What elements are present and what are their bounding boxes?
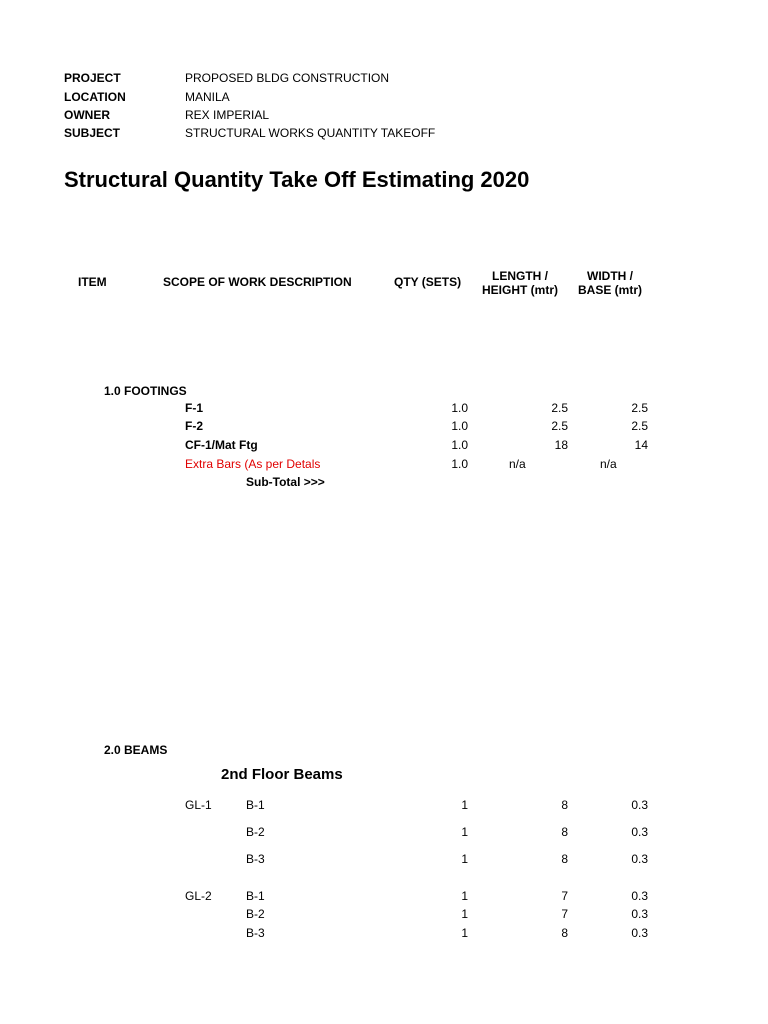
beam-mark: B-2 xyxy=(246,825,265,839)
beam-mark: B-3 xyxy=(246,852,265,866)
beam-width: 0.3 xyxy=(631,798,648,812)
beam-width: 0.3 xyxy=(631,852,648,866)
header-scope: SCOPE OF WORK DESCRIPTION xyxy=(163,275,352,289)
owner-label: OWNER xyxy=(64,108,110,122)
beam-length: 8 xyxy=(561,798,568,812)
beam-width: 0.3 xyxy=(631,907,648,921)
beam-mark: B-1 xyxy=(246,889,265,903)
beam-width: 0.3 xyxy=(631,889,648,903)
beam-qty: 1 xyxy=(461,798,468,812)
beam-qty: 1 xyxy=(461,852,468,866)
beam-length: 8 xyxy=(561,825,568,839)
subject-value: STRUCTURAL WORKS QUANTITY TAKEOFF xyxy=(185,126,436,140)
footing-row-qty: 1.0 xyxy=(451,401,468,415)
beam-qty: 1 xyxy=(461,907,468,921)
beam-qty: 1 xyxy=(461,825,468,839)
beam-length: 8 xyxy=(561,926,568,940)
location-label: LOCATION xyxy=(64,90,126,104)
subject-label: SUBJECT xyxy=(64,126,121,140)
beam-length: 7 xyxy=(561,889,568,903)
beam-grid-label: GL-2 xyxy=(185,889,212,903)
footings-heading: 1.0 FOOTINGS xyxy=(104,384,187,398)
location-value: MANILA xyxy=(185,90,230,104)
header-width xyxy=(574,269,646,297)
footing-row-width: 2.5 xyxy=(631,401,648,415)
project-label: PROJECT xyxy=(64,71,121,85)
beam-mark: B-1 xyxy=(246,798,265,812)
beam-length: 8 xyxy=(561,852,568,866)
beam-mark: B-2 xyxy=(246,907,265,921)
footing-row-qty: 1.0 xyxy=(451,419,468,433)
footing-row-width: n/a xyxy=(600,457,617,471)
header-qty: QTY (SETS) xyxy=(394,275,462,289)
footing-row-desc: CF-1/Mat Ftg xyxy=(185,438,258,452)
footing-row-width: 14 xyxy=(634,438,648,452)
footing-row-desc: F-1 xyxy=(185,401,203,415)
header-width-line1: WIDTH / xyxy=(587,269,633,283)
beams-heading: 2.0 BEAMS xyxy=(104,743,168,757)
beam-grid-label: GL-1 xyxy=(185,798,212,812)
footing-row-length: 2.5 xyxy=(551,419,568,433)
header-width-line2: BASE (mtr) xyxy=(577,283,642,297)
beam-width: 0.3 xyxy=(631,825,648,839)
footing-row-qty: 1.0 xyxy=(451,438,468,452)
header-length-line2: HEIGHT (mtr) xyxy=(482,283,558,297)
footing-row-qty: 1.0 xyxy=(451,457,468,471)
beam-width: 0.3 xyxy=(631,926,648,940)
footing-row-width: 2.5 xyxy=(631,419,648,433)
owner-value: REX IMPERIAL xyxy=(185,108,270,122)
beam-mark: B-3 xyxy=(246,926,265,940)
footing-row-desc: F-2 xyxy=(185,419,203,433)
footing-row-length: n/a xyxy=(509,457,526,471)
beam-length: 7 xyxy=(561,907,568,921)
project-value: PROPOSED BLDG CONSTRUCTION xyxy=(185,71,390,85)
footing-row-length: 2.5 xyxy=(551,401,568,415)
header-length-line1: LENGTH / xyxy=(492,269,548,283)
header-item: ITEM xyxy=(78,275,107,289)
beam-qty: 1 xyxy=(461,889,468,903)
footing-row-length: 18 xyxy=(554,438,568,452)
footings-subtotal-label: Sub-Total >>> xyxy=(246,475,325,489)
footing-extra-bars-desc: Extra Bars (As per Detals xyxy=(185,457,321,471)
header-length xyxy=(478,269,562,297)
page-title: Structural Quantity Take Off Estimating 2020 xyxy=(64,167,530,192)
beam-qty: 1 xyxy=(461,926,468,940)
beams-subheading: 2nd Floor Beams xyxy=(221,766,343,783)
